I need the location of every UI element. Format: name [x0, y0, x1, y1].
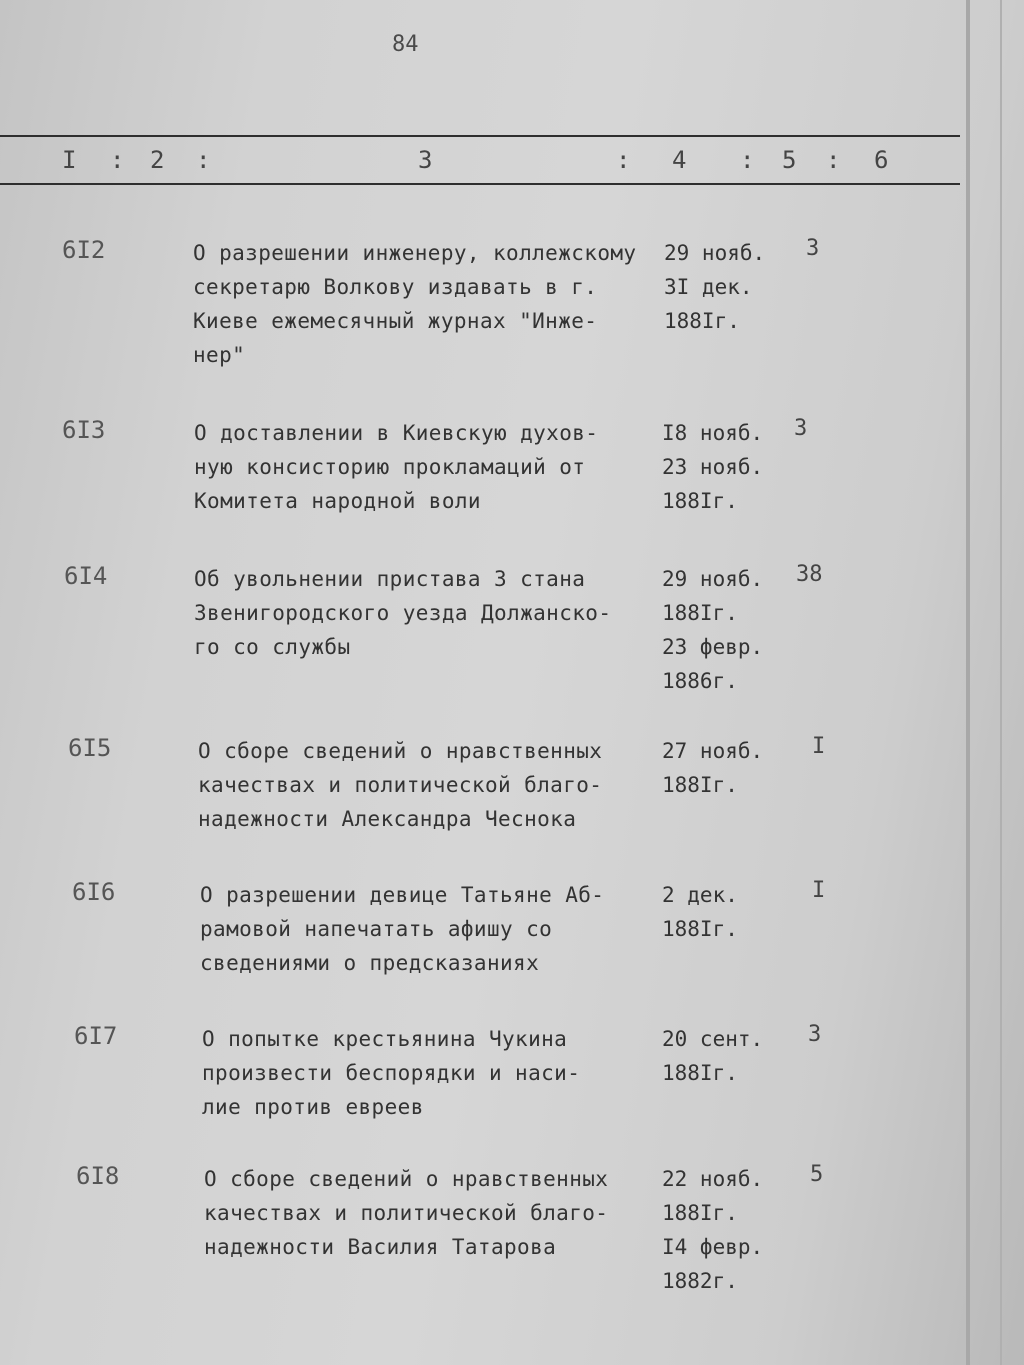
item-number: 6I8 [76, 1162, 120, 1190]
item-title: О разрешении инженеру, коллежскому секретарю Волкову издавать в г. Киеве ежемесячный журнах "Инже- нер" [193, 241, 637, 367]
item-dates: 22 нояб. 188Iг. I4 февр. 1882г. [662, 1167, 764, 1293]
column-separator: : [196, 146, 211, 174]
item-sheet-count: 3 [806, 236, 820, 261]
item-dates: 27 нояб. 188Iг. [662, 739, 764, 797]
column-header-1: I [62, 146, 77, 174]
item-number: 6I3 [62, 416, 106, 444]
item-number: 6I2 [62, 236, 106, 264]
sheet-edge [966, 0, 970, 1365]
item-number: 6I6 [72, 878, 116, 906]
header-rule-top [0, 135, 960, 137]
item-dates: 29 нояб. 3I дек. 188Iг. [664, 241, 766, 333]
item-sheet-count: I [812, 878, 826, 903]
item-dates: 29 нояб. 188Iг. 23 февр. 1886г. [662, 567, 764, 693]
item-title: О сборе сведений о нравственных качествах и политической благо- надежности Александра Чеснока [198, 739, 603, 831]
item-title: О попытке крестьянина Чукина произвести беспорядки и наси- лие против евреев [202, 1027, 581, 1119]
column-header-3: 3 [418, 146, 433, 174]
column-header-6: 6 [874, 146, 889, 174]
column-header-2: 2 [150, 146, 165, 174]
item-title: О разрешении девице Татьяне Аб- рамовой напечатать афишу со сведениями о предсказаниях [200, 883, 605, 975]
item-number: 6I5 [68, 734, 112, 762]
item-dates: I8 нояб. 23 нояб. 188Iг. [662, 421, 764, 513]
column-header-4: 4 [672, 146, 687, 174]
item-title: Об увольнении пристава 3 стана Звенигородского уезда Должанско- го со службы [194, 567, 612, 659]
sheet-edge-back [1000, 0, 1002, 1365]
item-number: 6I7 [74, 1022, 118, 1050]
item-dates: 20 сент. 188Iг. [662, 1027, 764, 1085]
column-separator: : [740, 146, 755, 174]
column-separator: : [110, 146, 125, 174]
item-sheet-count: 38 [796, 562, 823, 587]
item-sheet-count: 5 [810, 1162, 824, 1187]
item-title: О сборе сведений о нравственных качествах и политической благо- надежности Василия Татарова [204, 1167, 609, 1259]
column-separator: : [826, 146, 841, 174]
item-dates: 2 дек. 188Iг. [662, 883, 738, 941]
column-separator: : [616, 146, 631, 174]
item-sheet-count: 3 [808, 1022, 822, 1047]
item-sheet-count: I [812, 734, 826, 759]
item-sheet-count: 3 [794, 416, 808, 441]
page-number: 84 [392, 32, 419, 57]
item-number: 6I4 [64, 562, 108, 590]
item-title: О доставлении в Киевскую духов- ную консисторию прокламаций от Комитета народной воли [194, 421, 599, 513]
column-header-5: 5 [782, 146, 797, 174]
header-rule-bottom [0, 183, 960, 185]
